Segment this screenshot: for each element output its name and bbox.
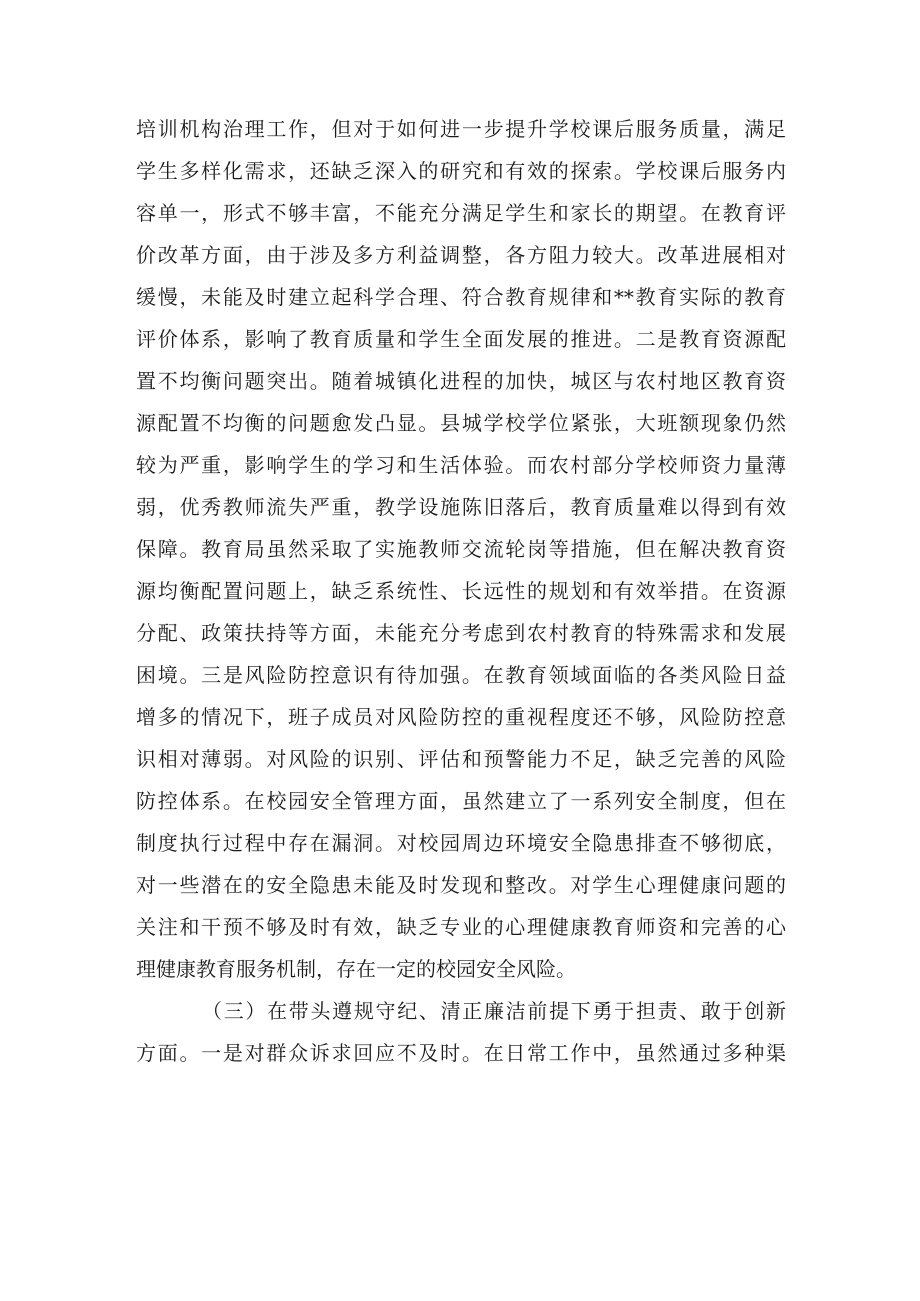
text-line: 关注和干预不够及时有效，缺乏专业的心理健康教育师资和完善的心 (136, 915, 786, 939)
text-line: 对一些潜在的安全隐患未能及时发现和整改。对学生心理健康问题的 (136, 873, 786, 897)
text-line: 弱，优秀教师流失严重，教学设施陈旧落后，教育质量难以得到有效 (136, 495, 786, 519)
text-line: 较为严重，影响学生的学习和生活体验。而农村部分学校师资力量薄 (136, 453, 786, 477)
text-line: 学生多样化需求，还缺乏深入的研究和有效的探索。学校课后服务内 (136, 159, 786, 183)
text-line: 评价体系，影响了教育质量和学生全面发展的推进。二是教育资源配 (136, 327, 786, 351)
text-line: 识相对薄弱。对风险的识别、评估和预警能力不足，缺乏完善的风险 (136, 747, 786, 771)
text-line: 容单一，形式不够丰富，不能充分满足学生和家长的期望。在教育评 (136, 201, 786, 225)
text-line: 困境。三是风险防控意识有待加强。在教育领域面临的各类风险日益 (136, 663, 786, 687)
text-line: 增多的情况下，班子成员对风险防控的重视程度还不够，风险防控意 (136, 705, 786, 729)
text-line: 源均衡配置问题上，缺乏系统性、长远性的规划和有效举措。在资源 (136, 579, 786, 603)
section-heading-line: （三）在带头遵规守纪、清正廉洁前提下勇于担责、敢于创新 (202, 999, 786, 1023)
text-line: 培训机构治理工作，但对于如何进一步提升学校课后服务质量，满足 (136, 117, 786, 141)
text-line: 置不均衡问题突出。随着城镇化进程的加快，城区与农村地区教育资 (136, 369, 786, 393)
text-line: 方面。一是对群众诉求回应不及时。在日常工作中，虽然通过多种渠 (136, 1041, 786, 1065)
text-line: 制度执行过程中存在漏洞。对校园周边环境安全隐患排查不够彻底， (136, 831, 786, 855)
text-line: 保障。教育局虽然采取了实施教师交流轮岗等措施，但在解决教育资 (136, 537, 786, 561)
text-line: 防控体系。在校园安全管理方面，虽然建立了一系列安全制度，但在 (136, 789, 786, 813)
text-line: 价改革方面，由于涉及多方利益调整，各方阻力较大。改革进展相对 (136, 243, 786, 267)
text-line: 源配置不均衡的问题愈发凸显。县城学校学位紧张，大班额现象仍然 (136, 411, 786, 435)
text-line: 分配、政策扶持等方面，未能充分考虑到农村教育的特殊需求和发展 (136, 621, 786, 645)
paragraph-end-line: 理健康教育服务机制，存在一定的校园安全风险。 (136, 957, 576, 981)
text-line: 缓慢，未能及时建立起科学合理、符合教育规律和**教育实际的教育 (136, 285, 786, 309)
